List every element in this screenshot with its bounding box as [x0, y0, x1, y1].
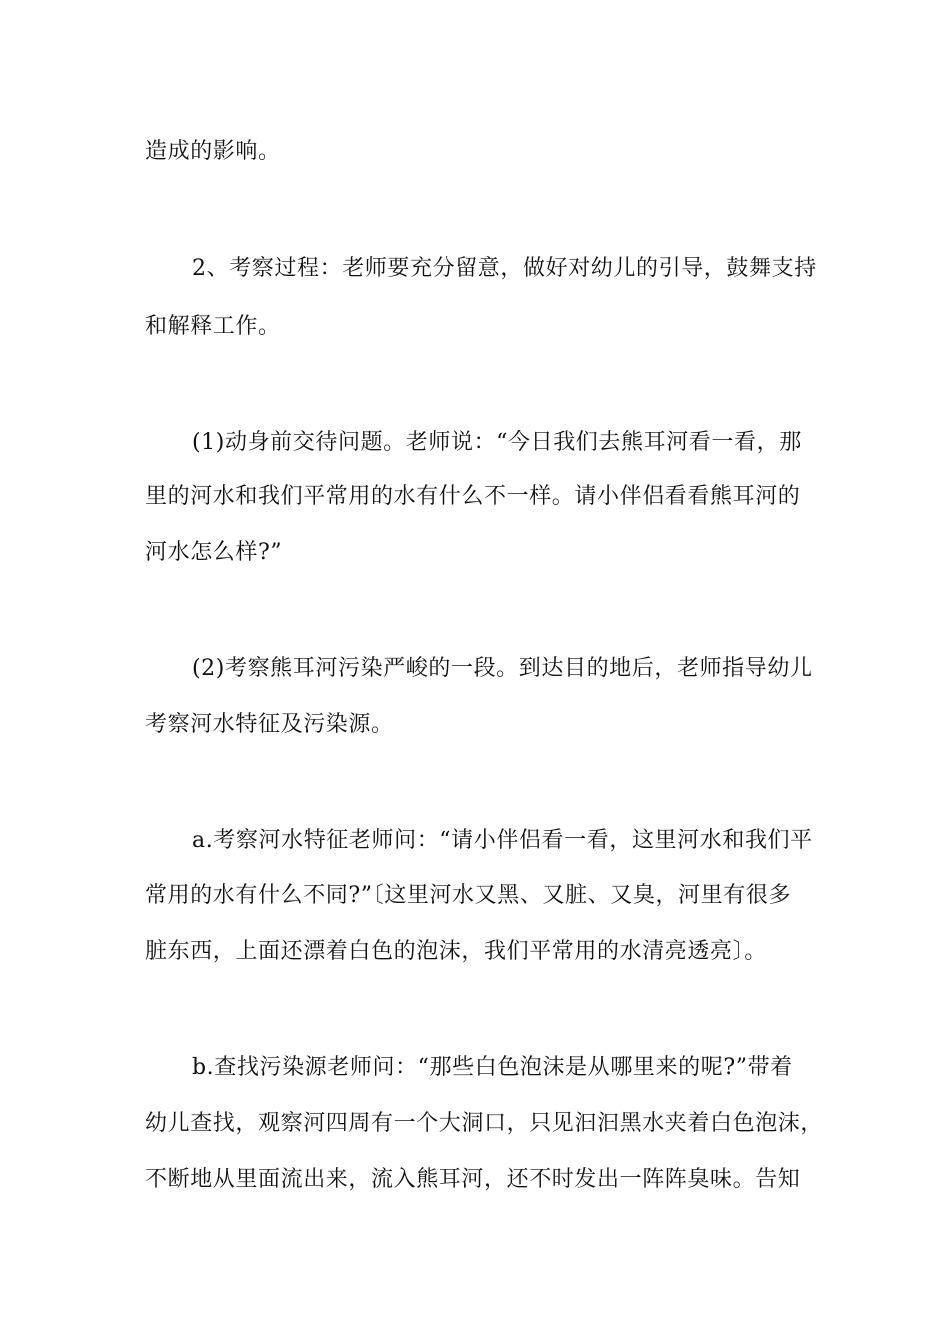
text-line: 河水怎么样?” [145, 540, 283, 565]
text-line: 里的河水和我们平常用的水有什么不一样。请小伴侣看看熊耳河的 [145, 484, 801, 509]
text-line: 2、考察过程：老师要充分留意，做好对幼儿的引导，鼓舞支持 [192, 256, 817, 281]
text-line: (2)考察熊耳河污染严峻的一段。到达目的地后，老师指导幼儿 [192, 656, 813, 681]
text-line: (1)动身前交待问题。老师说：“今日我们去熊耳河看一看，那 [192, 430, 802, 455]
text-line: 幼儿查找，观察河四周有一个大洞口，只见汩汩黑水夹着白色泡沫， [145, 1111, 824, 1136]
text-line: b.查找污染源老师问：“那些白色泡沫是从哪里来的呢?”带着 [192, 1055, 793, 1080]
text-line: 造成的影响。 [145, 139, 281, 164]
text-line: 脏东西，上面还漂着白色的泡沫，我们平常用的水清亮透亮〕。 [145, 939, 767, 964]
text-line: 不断地从里面流出来，流入熊耳河，还不时发出一阵阵臭味。告知 [145, 1167, 801, 1192]
text-line: 常用的水有什么不同?”〔这里河水又黑、又脏、又臭，河里有很多 [145, 883, 792, 908]
text-line: 和解释工作。 [145, 314, 281, 339]
text-line: a.考察河水特征老师问：“请小伴侣看一看，这里河水和我们平 [192, 828, 813, 853]
text-line: 考察河水特征及污染源。 [145, 712, 394, 737]
